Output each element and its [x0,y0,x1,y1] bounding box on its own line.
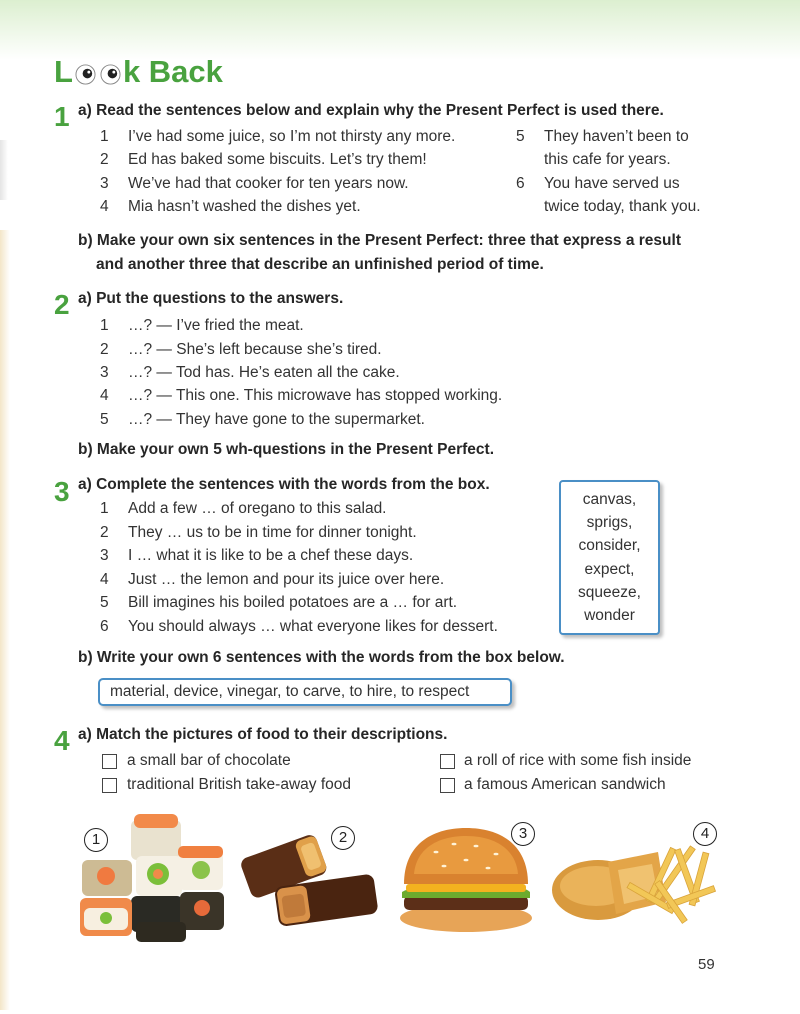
word-box-item: squeeze, [578,583,641,601]
word-box-item: sprigs, [586,514,633,532]
word-strip: material, device, vinegar, to carve, to hire, to respect [98,678,512,706]
section-2-task-a: a) Put the questions to the answers. [78,290,344,307]
list-item: 1 Add a few … of oregano to this salad. [100,500,387,517]
section-2-task-b: b) Make your own 5 wh-questions in the Present Perfect. [78,441,494,458]
list-item-continuation: this cafe for years. [544,151,671,168]
option-label: traditional British take-away food [127,776,352,793]
list-item-continuation: twice today, thank you. [544,198,701,215]
section-1-task-a: a) Read the sentences below and explain why the Present Perfect is used there. [78,102,664,119]
answer-checkbox[interactable] [102,778,117,793]
section-3-task-b: b) Write your own 6 sentences with the words from the box below. [78,649,565,666]
section-4-task-a: a) Match the pictures of food to their descriptions. [78,726,448,743]
word-box-item: wonder [584,606,635,624]
chocolate-bar-picture [238,828,380,930]
word-box-item: expect, [584,560,635,578]
eye-icon [75,64,96,85]
page-edge-tint [0,230,10,1010]
picture-label: 1 [84,828,108,852]
header-gradient [0,0,800,60]
title-start: L [54,54,73,89]
page-number: 59 [698,956,715,973]
title-end: k Back [122,54,223,89]
word-box [559,480,660,635]
picture-label: 4 [693,822,717,846]
option-label: a roll of rice with some fish inside [464,752,692,769]
option-label: a small bar of chocolate [127,752,291,769]
page-edge-shade [0,140,8,200]
list-item: 3 I … what it is like to be a chef these days. [100,547,414,564]
answer-checkbox[interactable] [102,754,117,769]
list-item: 2 Ed has baked some biscuits. Let’s try them! [100,151,427,168]
section-number-2: 2 [54,289,70,320]
page-title [54,52,223,92]
list-item: 5 Bill imagines his boiled potatoes are a … for art. [100,594,458,611]
list-item: 1 I’ve had some juice, so I’m not thirsty any more. [100,128,456,145]
list-item: 5 …? — They have gone to the supermarket. [100,411,425,428]
list-item: 1 …? — I’ve fried the meat. [100,317,304,334]
section-number-4: 4 [54,725,70,756]
word-box-item: canvas, [582,490,637,508]
picture-label: 3 [511,822,535,846]
list-item: 4 …? — This one. This microwave has stopped working. [100,387,503,404]
section-3-task-a: a) Complete the sentences with the words from the box. [78,476,490,493]
option-label: a famous American sandwich [464,776,666,793]
section-1-task-b: b) Make your own six sentences in the Present Perfect: three that express a result [78,232,681,249]
list-item: 4 Mia hasn’t washed the dishes yet. [100,198,361,215]
answer-checkbox[interactable] [440,754,455,769]
picture-label: 2 [331,826,355,850]
list-item: 5 They haven’t been to [516,128,689,145]
fish-and-chips-picture [548,832,720,932]
word-box-item: consider, [578,537,641,555]
list-item: 6 You should always … what everyone likes for dessert. [100,618,498,635]
list-item: 4 Just … the lemon and pour its juice over here. [100,571,445,588]
section-1-task-b-cont: and another three that describe an unfinished period of time. [96,256,544,273]
list-item: 3 …? — Tod has. He’s eaten all the cake. [100,364,400,381]
list-item: 2 They … us to be in time for dinner tonight. [100,524,417,541]
section-number-1: 1 [54,101,70,132]
list-item: 2 …? — She’s left because she’s tired. [100,341,382,358]
list-item: 3 We’ve had that cooker for ten years now. [100,175,409,192]
list-item: 6 You have served us [516,175,680,192]
answer-checkbox[interactable] [440,778,455,793]
eye-icon [100,64,121,85]
section-number-3: 3 [54,476,70,507]
